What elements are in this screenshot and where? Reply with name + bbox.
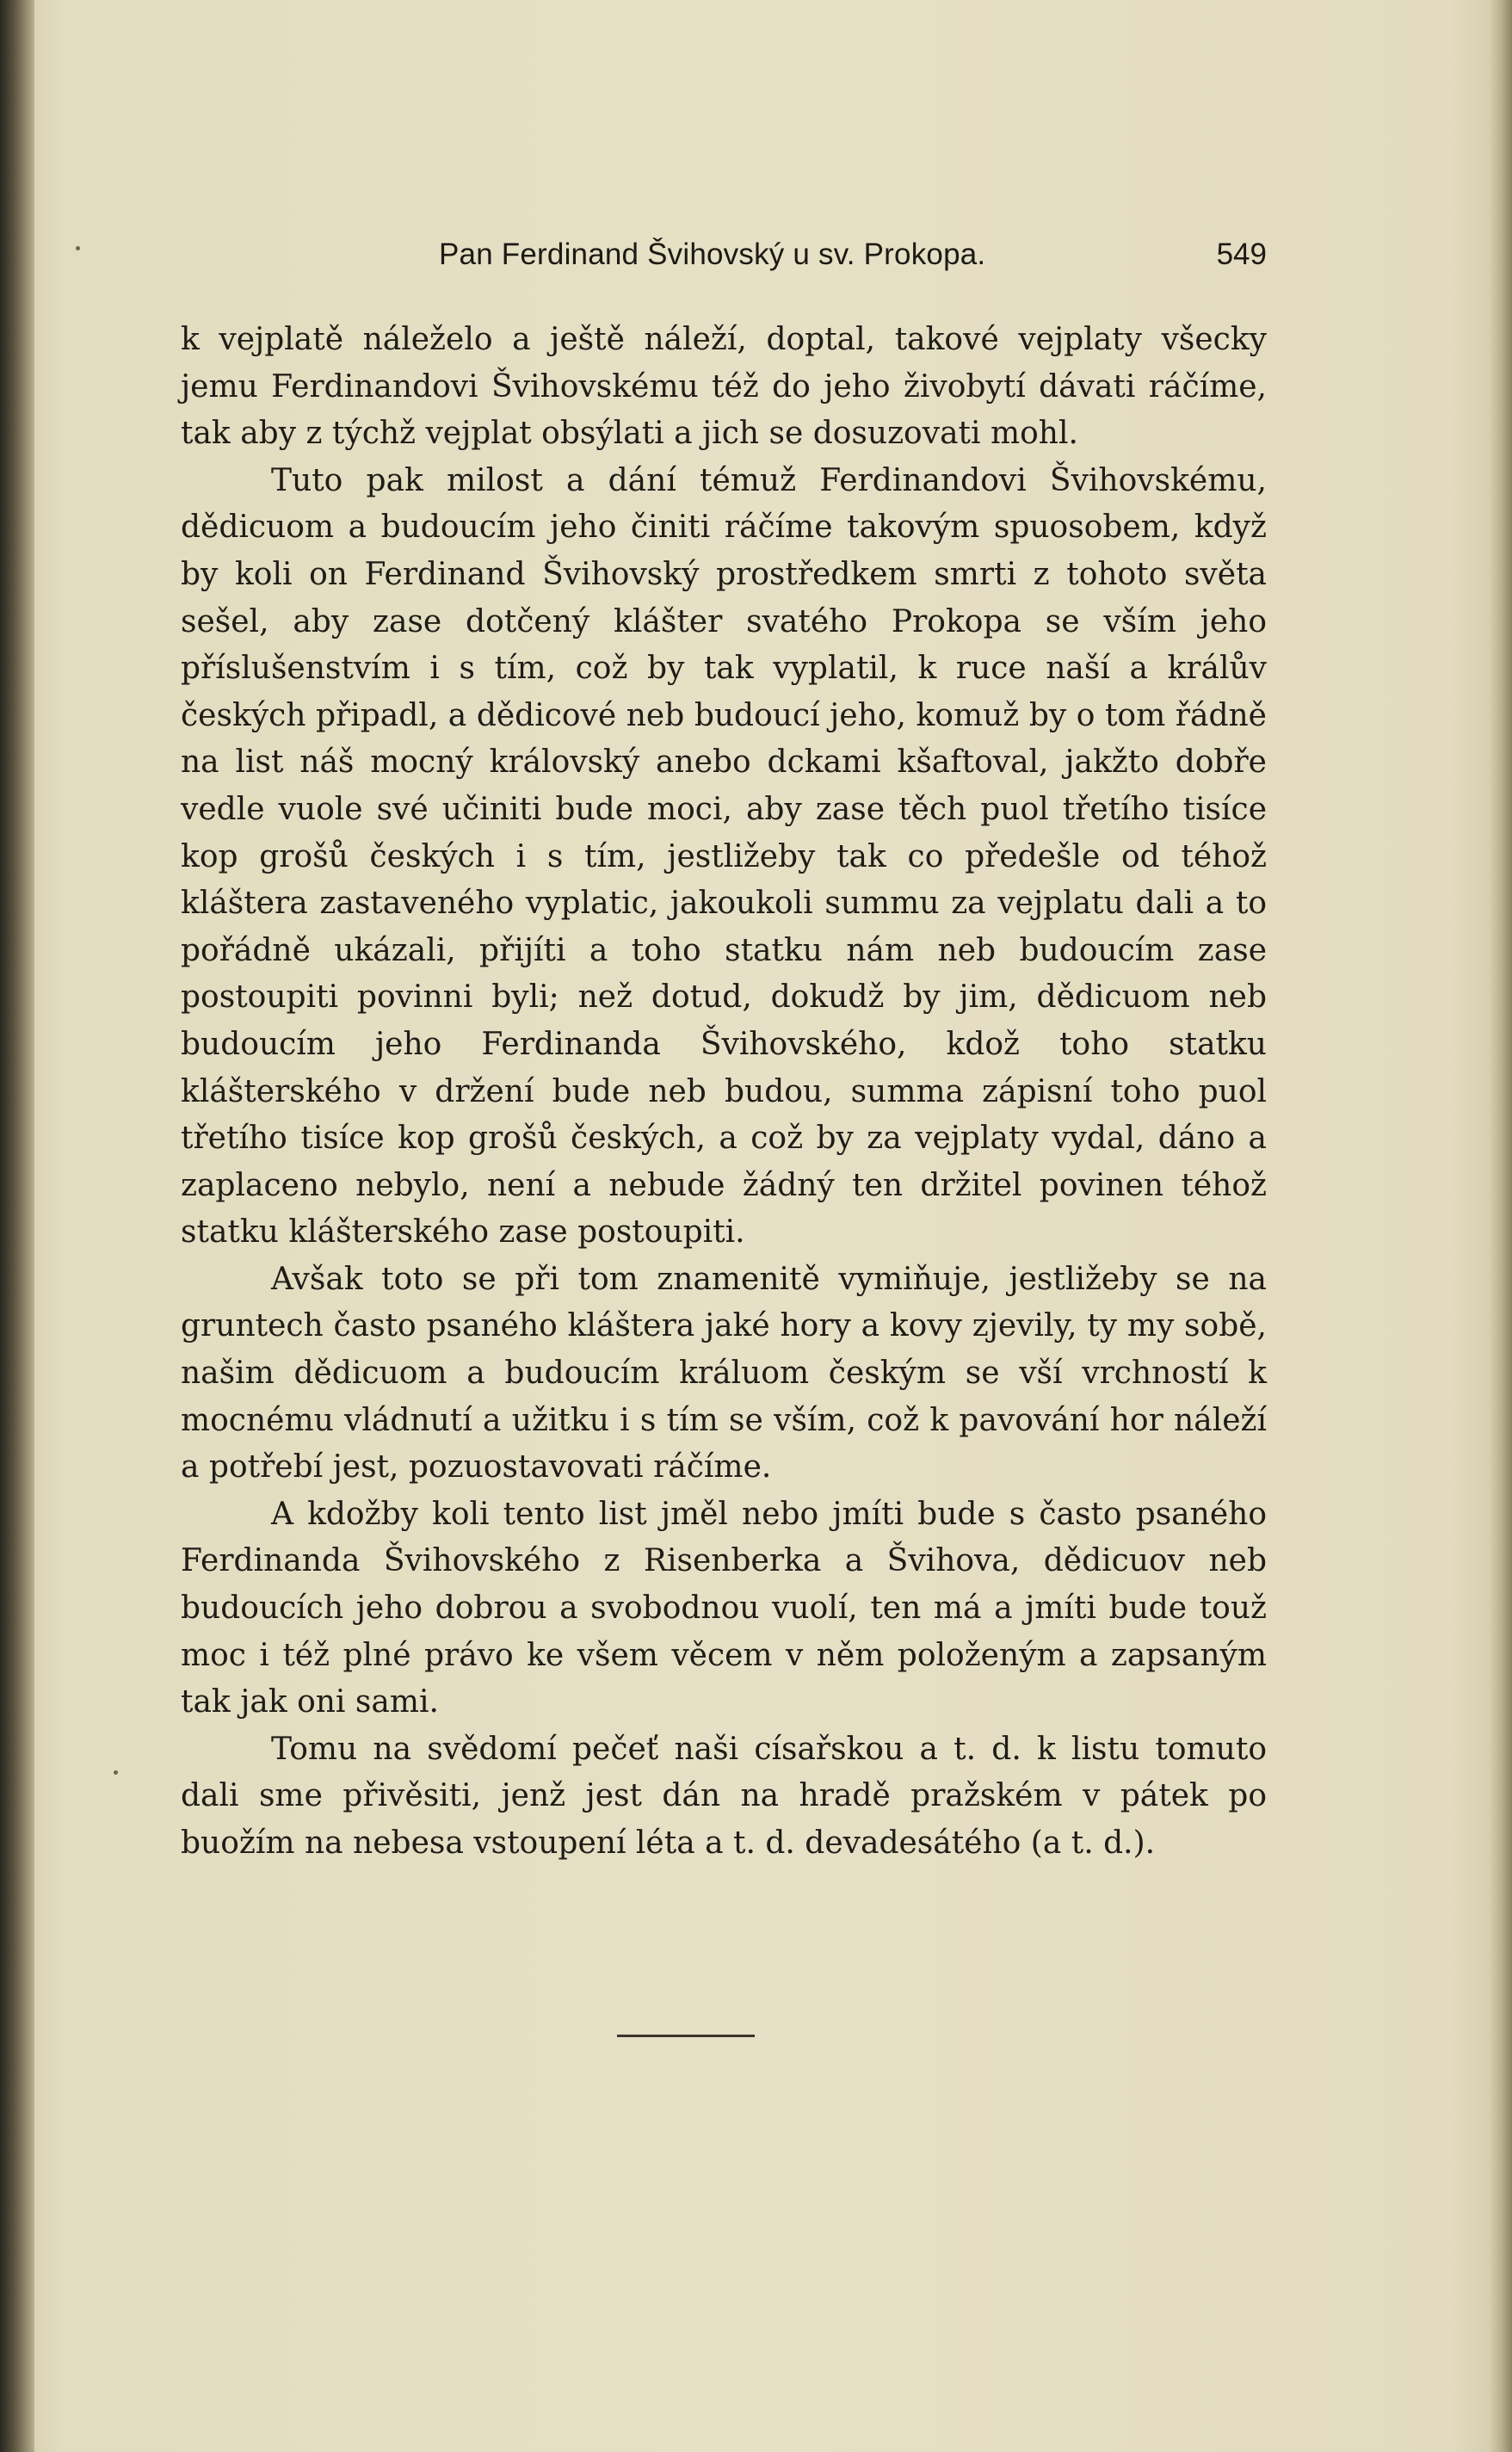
paragraph: k vejplatě náleželo a ještě náleží, doptal, takové vejplaty všecky jemu Ferdinandovi Švihovskému též do jeho živobytí dávati ráčíme, tak aby z týchž vejplat obsýlati a jich se dosuzovati mohl.	[181, 322, 1267, 452]
paragraph: A kdožby koli tento list jměl nebo jmíti bude s často psaného Ferdinanda Švihovského z Risenberka a Švihova, dědicuov neb budoucích jeho dobrou a svobodnou vuolí, ten má a jmíti bude touž moc i též plné právo ke všem věcem v něm položeným a zapsaným tak jak oni sami.	[181, 1496, 1267, 1720]
paper-speck	[76, 246, 80, 250]
paragraph: Tomu na svědomí pečeť naši císařskou a t. d. k listu tomuto dali sme přivěsiti, jenž jest dán na hradě pražském v pátek po buožím na nebesa vstoupení léta a t. d. devadesátého (a t. d.).	[181, 1731, 1267, 1861]
page-header	[181, 238, 1267, 289]
page-edge-shadow	[1490, 0, 1512, 2452]
page-number: 549	[1216, 238, 1267, 271]
paragraph: Avšak toto se při tom znamenitě vymiňuje, jestližeby se na gruntech často psaného kláštera jaké hory a kovy zjevily, ty my sobě, našim dědicuom a budoucím králuom českým se vší vrchností k mocnému vládnutí a užitku i s tím se vším, což k pavování hor náleží a potřebí jest, pozuostavovati ráčíme.	[181, 1261, 1267, 1485]
paragraph: Tuto pak milost a dání témuž Ferdinandovi Švihovskému, dědicuom a budoucím jeho činiti ráčíme takovým spuosobem, když by koli on Ferdinand Švihovský prostředkem smrti z tohoto světa sešel, aby zase dotčený klášter svatého Prokopa se vším jeho příslušenstvím i s tím, což by tak vyplatil, k ruce naší a králův českých připadl, a dědicové neb budoucí jeho, komuž by o tom řádně na list náš mocný královský anebo dckami kšaftoval, jakžto dobře vedle vuole své učiniti bude moci, aby zase těch puol třetího tisíce kop grošů českých i s tím, jestližeby tak co předešle od téhož kláštera zastaveného vyplatic, jakoukoli summu za vejplatu dali a to pořádně ukázali, přijíti a toho statku nám neb budoucím zase postoupiti povinni byli; než dotud, dokudž by jim, dědicuom neb budoucím jeho Ferdinanda Švihovského, kdož toho statku klášterského v držení bude neb budou, summa zápisní toho puol třetího tisíce kop grošů českých, a což by za vejplaty vydal, dáno a zaplaceno nebylo, není a nebude žádný ten držitel povinen téhož statku klášterského zase postoupiti.	[181, 462, 1267, 1251]
body-text	[181, 317, 1267, 1868]
section-divider	[617, 2035, 755, 2037]
running-title: Pan Ferdinand Švihovský u sv. Prokopa.	[439, 238, 986, 271]
book-spine-shadow	[0, 0, 34, 2452]
paper-speck	[114, 1770, 118, 1775]
